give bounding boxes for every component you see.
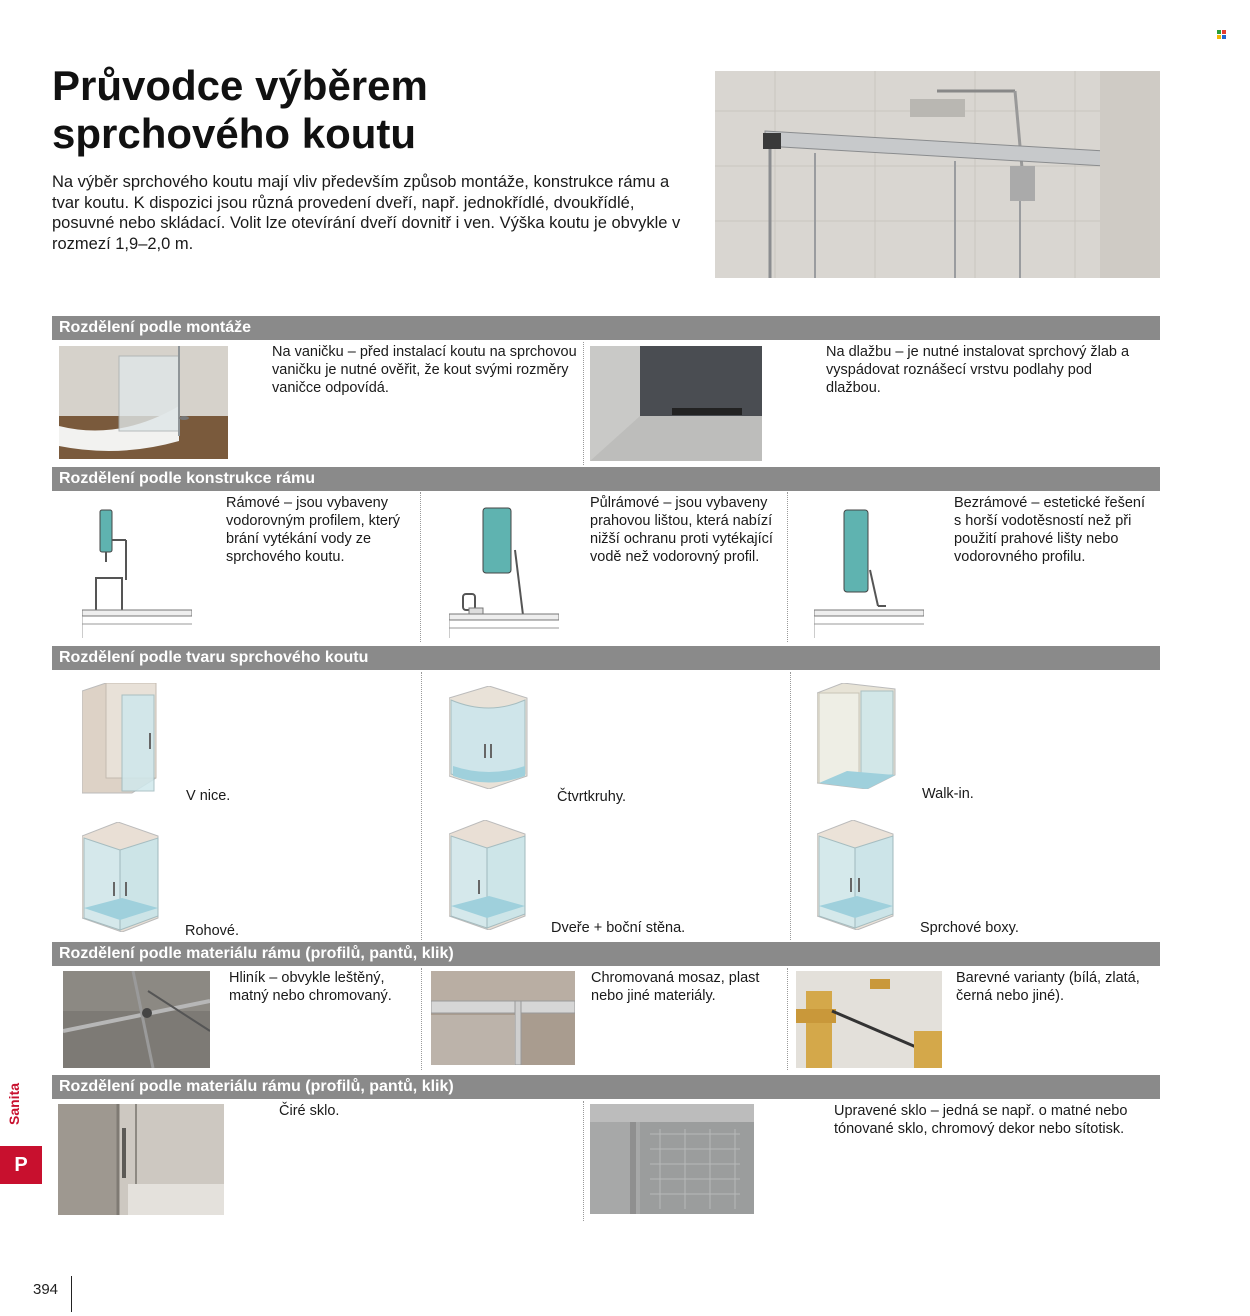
shape-label-walk-in: Walk-in. bbox=[922, 786, 974, 802]
shape-quarter-circle bbox=[449, 686, 529, 789]
divider bbox=[787, 492, 788, 642]
shape-label-quarter-circle: Čtvrtkruhy. bbox=[557, 789, 627, 805]
konstrukce-pulramove-text: Půlrámové – jsou vybaveny prahovou lištou, která nabízí nižší ochranu proti vytékající vodě než vodorovný profil. bbox=[590, 495, 773, 565]
divider bbox=[420, 492, 421, 642]
glass-treated-text: Upravené sklo – jedná se např. o matné nebo tónované sklo, chromový dekor nebo sítotisk. bbox=[834, 1103, 1128, 1137]
section-heading-montaz: Rozdělení podle montáže bbox=[52, 316, 1160, 340]
divider bbox=[583, 342, 584, 465]
konstrukce-ramove-text: Rámové – jsou vybaveny vodorovným profilem, který brání vytékání vody ze sprchového koutu. bbox=[226, 495, 401, 565]
corner-mark-icon bbox=[1217, 26, 1226, 35]
material-aluminium-text: Hliník – obvykle leštěný, matný nebo chromovaný. bbox=[229, 970, 392, 1004]
section-heading-tvar: Rozdělení podle tvaru sprchového koutu bbox=[52, 646, 1160, 670]
shape-walk-in bbox=[817, 683, 897, 789]
page-number: 394 bbox=[33, 1281, 59, 1298]
page-title bbox=[52, 62, 428, 158]
shape-label-shower-box: Sprchové boxy. bbox=[920, 920, 1019, 936]
divider bbox=[790, 672, 791, 940]
chapter-tab: P bbox=[0, 1146, 42, 1184]
shape-shower-box bbox=[817, 820, 895, 930]
illustration-frameless bbox=[814, 500, 924, 638]
side-label: Sanita bbox=[6, 1082, 22, 1125]
shape-label-door-side-panel: Dveře + boční stěna. bbox=[551, 920, 686, 936]
photo-chrome-brass bbox=[431, 971, 575, 1065]
section-heading-material-skla: Rozdělení podle materiálu rámu (profilů, pantů, klik) bbox=[52, 1075, 1160, 1099]
divider bbox=[583, 1101, 584, 1221]
shape-niche bbox=[82, 683, 162, 795]
divider bbox=[421, 968, 422, 1070]
section-heading-konstrukce: Rozdělení podle konstrukce rámu bbox=[52, 467, 1160, 491]
photo-aluminium-profile bbox=[63, 971, 210, 1068]
page-number-rule bbox=[71, 1276, 72, 1312]
photo-colored-variants bbox=[796, 971, 942, 1068]
konstrukce-bezramove-text: Bezrámové – estetické řešení s horší vodotěsností než při použití prahové lišty nebo vodorovného profilu. bbox=[954, 495, 1146, 565]
section-heading-material-ramu: Rozdělení podle materiálu rámu (profilů, pantů, klik) bbox=[52, 942, 1160, 966]
photo-treated-glass bbox=[590, 1104, 754, 1214]
divider bbox=[421, 672, 422, 940]
shape-label-niche: V nice. bbox=[186, 788, 231, 804]
material-chrome-brass-text: Chromovaná mosaz, plast nebo jiné materiály. bbox=[591, 970, 760, 1004]
illustration-half-frame bbox=[449, 500, 559, 638]
illustration-full-frame bbox=[82, 500, 192, 638]
intro-paragraph: Na výběr sprchového koutu mají vliv především způsob montáže, konstrukce rámu a tvar koutu. K dispozici jsou různá provedení dveří, např. jednokřídlé, dvoukřídlé, posuvné nebo skládací. Volit lze otevírání dveří dovnitř i ven. Výška koutu je obvykle v rozmezí 1,9–2,0 m. bbox=[52, 173, 681, 253]
divider bbox=[787, 968, 788, 1070]
photo-clear-glass bbox=[58, 1104, 224, 1215]
hero-shower-photo bbox=[715, 71, 1160, 278]
photo-shower-tray bbox=[59, 346, 228, 459]
montaz-tile-text: Na dlažbu – je nutné instalovat sprchový žlab a vyspádovat roznášecí vrstvu podlahy pod dlažbou. bbox=[826, 344, 1130, 396]
shape-corner bbox=[82, 822, 160, 932]
shape-door-side-panel bbox=[449, 820, 527, 930]
page-title-line-2: sprchového koutu bbox=[52, 110, 417, 157]
page-title-line-1: Průvodce výběrem bbox=[52, 62, 428, 109]
photo-floor-drain bbox=[590, 346, 762, 461]
material-colored-text: Barevné varianty (bílá, zlatá, černá nebo jiné). bbox=[956, 970, 1140, 1004]
montaz-tray-text: Na vaničku – před instalací koutu na sprchovou vaničku je nutné ověřit, že kout svými rozměry vaničce odpovídá. bbox=[272, 344, 577, 396]
shape-label-corner: Rohové. bbox=[185, 923, 240, 939]
glass-clear-text: Čiré sklo. bbox=[279, 1103, 340, 1119]
